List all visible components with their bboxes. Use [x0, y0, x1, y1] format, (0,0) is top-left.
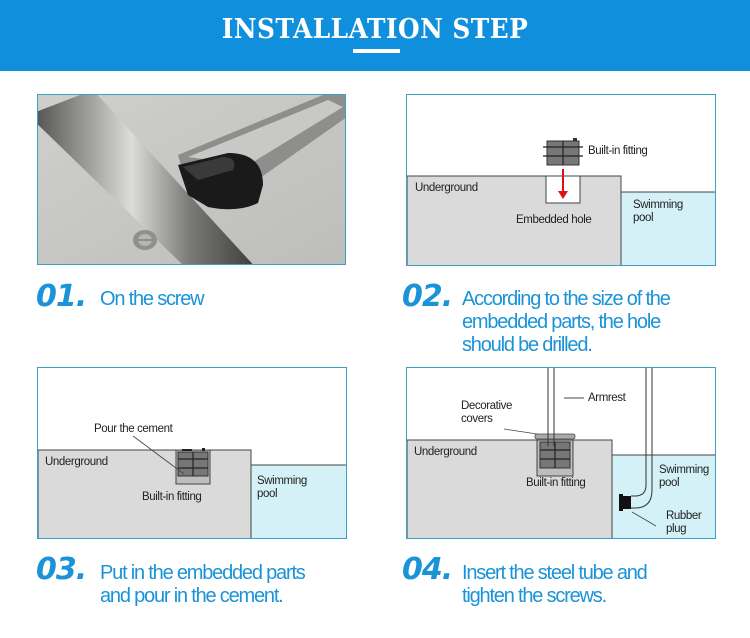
- label-fitting: Built-in fitting: [588, 145, 648, 157]
- label-underground: Underground: [415, 182, 478, 194]
- step-4-number: 04.: [402, 552, 453, 587]
- step-4-text-line-2: tighten the screws.: [462, 585, 606, 607]
- fitting-icon: [543, 138, 583, 165]
- step-3-number: 03.: [36, 552, 87, 587]
- fitting-icon: [540, 442, 570, 468]
- label-pool-2: pool: [257, 488, 278, 500]
- page-title: INSTALLATION STEP: [221, 14, 529, 45]
- ladder-photo-illustration: [38, 95, 346, 265]
- decorative-cover: [535, 434, 575, 439]
- step-3-text-line-2: and pour in the cement.: [100, 585, 283, 607]
- step-2-text-line-2: embedded parts, the hole: [462, 311, 661, 333]
- step-2-diagram: [406, 94, 716, 266]
- title-underline: [353, 49, 400, 53]
- step-4-text-line-1: Insert the steel tube and: [462, 562, 647, 584]
- step-2-text-line-1: According to the size of the: [462, 288, 670, 310]
- label-covers-2: covers: [461, 413, 493, 425]
- label-pool-1: Swimming: [257, 475, 307, 487]
- header-banner: [0, 0, 750, 71]
- label-plug-1: Rubber: [666, 510, 702, 522]
- step-2-text-line-3: should be drilled.: [462, 334, 592, 356]
- label-pool-1: Swimming: [659, 464, 709, 476]
- step-4-diagram: [406, 367, 716, 539]
- label-pool-2: pool: [633, 212, 654, 224]
- label-pool-2: pool: [659, 477, 680, 489]
- step-1-text-line-1: On the screw: [100, 288, 204, 310]
- label-fitting: Built-in fitting: [142, 491, 202, 503]
- fitting-icon: [178, 448, 208, 476]
- label-underground: Underground: [45, 456, 108, 468]
- step-2-number: 02.: [402, 279, 453, 314]
- step-3-text-line-1: Put in the embedded parts: [100, 562, 305, 584]
- label-armrest: Armrest: [588, 392, 626, 404]
- label-fitting: Built-in fitting: [526, 477, 586, 489]
- label-pool-1: Swimming: [633, 199, 683, 211]
- step-3-diagram: [37, 367, 347, 539]
- label-cement: Pour the cement: [94, 423, 173, 435]
- label-underground: Underground: [414, 446, 477, 458]
- label-hole: Embedded hole: [516, 214, 592, 226]
- rubber-plug: [622, 496, 631, 509]
- label-plug-2: plug: [666, 523, 687, 535]
- step-1-photo: [37, 94, 346, 265]
- label-covers-1: Decorative: [461, 400, 512, 412]
- step-1-number: 01.: [36, 279, 87, 314]
